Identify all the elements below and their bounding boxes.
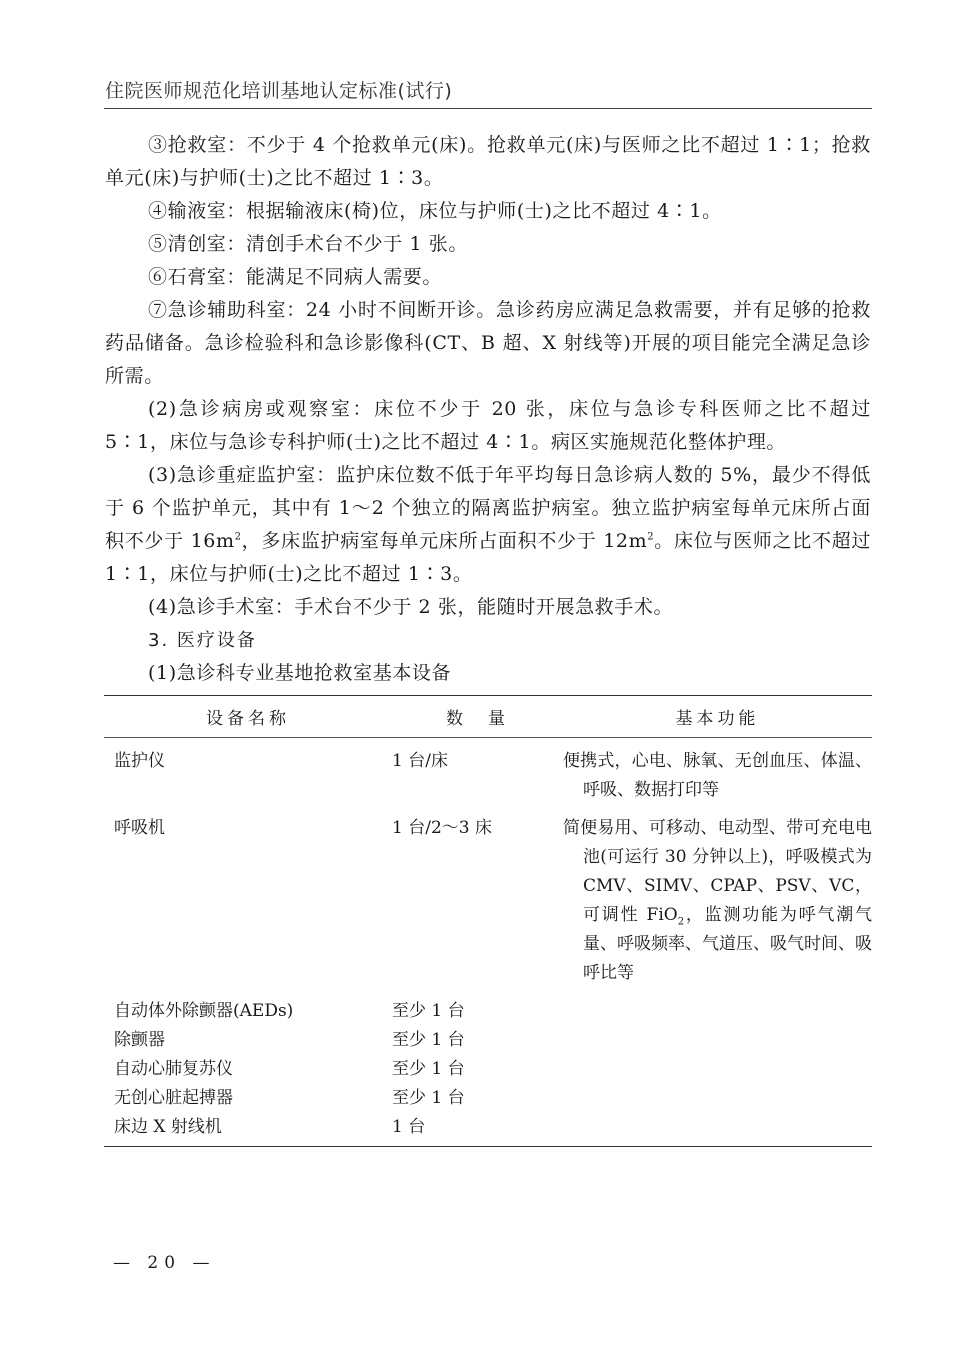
table-row [104, 1026, 872, 1055]
table-row [104, 738, 872, 806]
cell-qty: 至少 1 台 [392, 1001, 465, 1021]
function-text [563, 814, 872, 988]
icu-text-1: (3)急诊重症监护室：监护床位数不低于年平均每日急诊病人数的 5%，最少不得低于 6 个监护单元，其中有 1～2 个独立的隔离监护病室。独立监护病室每单元床所占面积不少于 16m [105, 464, 871, 552]
icu-sup-2: 2 [647, 531, 655, 543]
cell-name: 监护仪 [114, 751, 165, 771]
function-text-b: ，监测功能为呼气潮气量、呼吸频率、气道压、吸气时间、吸呼比等 [583, 905, 872, 983]
body-text [105, 129, 871, 690]
table-row [104, 805, 872, 988]
paragraph-rescue-room: ③抢救室：不少于 4 个抢救单元(床)。抢救单元(床)与医师之比不超过 1∶1；抢救单元(床)与护师(士)之比不超过 1∶3。 [105, 134, 871, 189]
cell-qty: 1 台 [392, 1113, 563, 1147]
paragraph-plaster-room: ⑥石膏室：能满足不同病人需要。 [148, 266, 443, 288]
header-equipment-name: 设备名称 [104, 696, 392, 738]
paragraph-operating-room: (4)急诊手术室：手术台不少于 2 张，能随时开展急救手术。 [148, 596, 674, 618]
table-row [104, 1113, 872, 1147]
cell-qty: 至少 1 台 [392, 1030, 465, 1050]
paragraph-debridement-room: ⑤清创室：清创手术台不少于 1 张。 [148, 233, 468, 255]
cell-function [563, 988, 872, 1026]
paragraph-auxiliary-dept: ⑦急诊辅助科室：24 小时不间断开诊。急诊药房应满足急救需要，并有足够的抢救药品储备。急诊检验科和急诊影像科(CT、B 超、X 射线等)开展的项目能完全满足急诊所需。 [105, 299, 871, 387]
cell-function [563, 805, 872, 988]
equipment-table-wrap [104, 695, 872, 1147]
running-header-title: 住院医师规范化培训基地认定标准(试行) [105, 80, 453, 102]
cell-function [563, 1055, 872, 1084]
cell-name: 自动体外除颤器(AEDs) [114, 1001, 294, 1021]
cell-name: 呼吸机 [114, 818, 165, 838]
function-sub: 2 [677, 916, 685, 928]
table-row [104, 1084, 872, 1113]
icu-text-2: ，多床监护病室每单元床所占面积不少于 12m [241, 530, 648, 552]
cell-name: 自动心肺复苏仪 [114, 1059, 233, 1079]
equipment-table [104, 695, 872, 1147]
cell-function [563, 1084, 872, 1113]
cell-name: 床边 X 射线机 [104, 1113, 392, 1147]
cell-qty: 至少 1 台 [392, 1088, 465, 1108]
cell-function [563, 1026, 872, 1055]
cell-function [563, 1113, 872, 1147]
table-row [104, 988, 872, 1026]
paragraph-icu [105, 459, 871, 591]
header-function: 基本功能 [563, 696, 872, 738]
paragraph-observation-ward: (2)急诊病房或观察室：床位不少于 20 张，床位与急诊专科医师之比不超过 5∶1，床位与急诊专科护师(士)之比不超过 4∶1。病区实施规范化整体护理。 [105, 398, 871, 453]
header-quantity: 数 量 [392, 696, 563, 738]
cell-name: 无创心脏起搏器 [114, 1088, 233, 1108]
icu-text-3: 。床位与医师之比不超过 1∶1，床位与护师(士)之比不超过 1∶3。 [105, 530, 871, 585]
cell-qty: 1 台/床 [392, 751, 448, 771]
header-divider [104, 108, 872, 109]
table-row [104, 1055, 872, 1084]
function-text-a: 简便易用、可移动、电动型、带可充电电池(可运行 30 分钟以上)，呼吸模式为 CMV、SIMV、CPAP、PSV、VC，可调性 FiO [563, 818, 872, 925]
cell-name: 除颤器 [114, 1030, 165, 1050]
cell-qty: 1 台/2～3 床 [392, 818, 492, 838]
section-heading-equipment: 3. 医疗设备 [148, 630, 257, 651]
table-header-row [104, 696, 872, 738]
paragraph-infusion-room: ④输液室：根据输液床(椅)位，床位与护师(士)之比不超过 4∶1。 [148, 200, 722, 222]
subsection-heading-rescue-equipment: (1)急诊科专业基地抢救室基本设备 [148, 662, 452, 684]
icu-sup-1: 2 [234, 531, 242, 543]
cell-qty: 至少 1 台 [392, 1059, 465, 1079]
page-number: — 20 — [113, 1253, 216, 1273]
cell-function [563, 738, 872, 806]
function-text: 便携式，心电、脉氧、无创血压、体温、呼吸、数据打印等 [563, 751, 872, 800]
